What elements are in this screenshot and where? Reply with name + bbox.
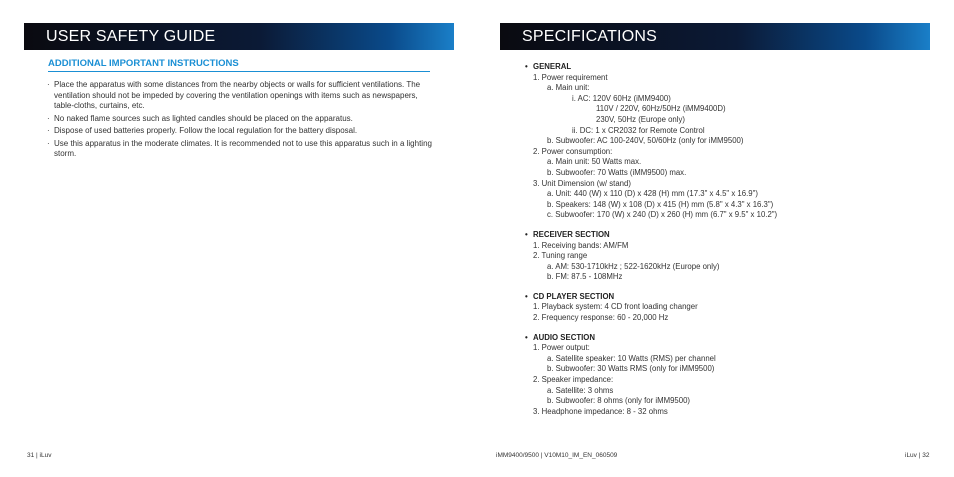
spec-line: a. AM: 530-1710kHz ; 522-1620kHz (Europe only) [547, 261, 720, 271]
spec-title-text: GENERAL [533, 62, 572, 71]
spec-line: b. Speakers: 148 (W) x 108 (D) x 415 (H) mm (5.8" x 4.3" x 16.3") [547, 199, 774, 209]
bullet-marker: • [525, 229, 528, 239]
spec-group-cd-player [525, 292, 925, 324]
footer-page-number-right: iLuv | 32 [905, 452, 930, 459]
page-banner-specifications [500, 23, 930, 50]
section-heading-additional-instructions: ADDITIONAL IMPORTANT INSTRUCTIONS [48, 58, 430, 72]
spec-title-text: CD PLAYER SECTION [533, 291, 615, 301]
spec-group-receiver [525, 230, 925, 283]
spec-line: a. Main unit: 50 Watts max. [547, 157, 642, 167]
list-item [48, 80, 432, 112]
spec-line: 230V, 50Hz (Europe only) [596, 114, 685, 124]
list-item-text: Use this apparatus in the moderate climates. It is recommended not to use this apparatus such in a lighting storm. [54, 138, 432, 158]
spec-group-general [525, 62, 925, 221]
bullet-marker: • [525, 62, 528, 71]
list-item-text: Place the apparatus with some distances from the nearby objects or walls for sufficient ventilations. The ventilation should not be impeded by covering the ventilation openings with items such as newspapers, table-cloths, curtains, etc. [54, 80, 421, 110]
list-item [48, 139, 432, 160]
spec-title-text: AUDIO SECTION [533, 332, 595, 342]
spec-line: b. Subwoofer: AC 100-240V, 50/60Hz (only for iMM9500) [547, 136, 744, 146]
spec-line: 3. Headphone impedance: 8 - 32 ohms [533, 406, 668, 416]
footer-page-number-left: 31 | iLuv [27, 452, 52, 459]
banner-title: USER SAFETY GUIDE [46, 28, 216, 45]
spec-line: a. Main unit: [547, 83, 590, 93]
bullet-marker: · [47, 126, 50, 135]
spec-title [525, 62, 925, 73]
spec-line: a. Satellite: 3 ohms [547, 385, 614, 395]
list-item-text: Dispose of used batteries properly. Follow the local regulation for the battery disposal. [54, 126, 358, 135]
safety-instructions-list [48, 80, 432, 162]
spec-title [525, 333, 925, 344]
spec-line: 2. Tuning range [533, 251, 588, 261]
spec-line: 1. Receiving bands: AM/FM [533, 240, 629, 250]
spec-line: b. FM: 87.5 - 108MHz [547, 272, 623, 282]
spec-line: a. Unit: 440 (W) x 110 (D) x 428 (H) mm (17.3" x 4.5" x 16.9") [547, 189, 758, 199]
spec-line: b. Subwoofer: 30 Watts RMS (only for iMM9500) [547, 364, 715, 374]
bullet-marker: • [525, 332, 528, 342]
spec-line: b. Subwoofer: 70 Watts (iMM9500) max. [547, 167, 687, 177]
list-item-text: No naked flame sources such as lighted candles should be placed on the apparatus. [54, 113, 353, 123]
spec-line: 2. Frequency response: 60 - 20,000 Hz [533, 313, 669, 323]
spec-group-audio [525, 333, 925, 418]
spec-line: i. AC: 120V 60Hz (iMM9400) [572, 93, 671, 103]
bullet-marker: · [47, 138, 50, 148]
spec-line: c. Subwoofer: 170 (W) x 240 (D) x 260 (H) mm (6.7" x 9.5" x 10.2") [547, 210, 778, 220]
spec-line: 2. Power consumption: [533, 146, 613, 156]
spec-line: a. Satellite speaker: 10 Watts (RMS) per channel [547, 353, 716, 363]
spec-line: 110V / 220V, 60Hz/50Hz (iMM9400D) [596, 104, 726, 114]
spec-line: 1. Power requirement [533, 72, 608, 82]
spec-line: 1. Power output: [533, 343, 590, 353]
spec-title-text: RECEIVER SECTION [533, 229, 610, 239]
spec-line: ii. DC: 1 x CR2032 for Remote Control [572, 125, 705, 135]
bullet-marker: · [47, 80, 50, 89]
banner-title: SPECIFICATIONS [522, 28, 657, 45]
spec-line: 1. Playback system: 4 CD front loading changer [533, 302, 698, 312]
list-item [48, 126, 432, 137]
spec-title [525, 292, 925, 303]
spec-title [525, 230, 925, 241]
bullet-marker: · [47, 113, 50, 123]
bullet-marker: • [525, 291, 528, 301]
spec-line: 2. Speaker impedance: [533, 375, 614, 385]
spec-line: 3. Unit Dimension (w/ stand) [533, 178, 631, 188]
spec-line: b. Subwoofer: 8 ohms (only for iMM9500) [547, 396, 691, 406]
list-item [48, 114, 432, 125]
footer-document-code: iMM9400/9500 | V10M10_IM_EN_060509 [496, 452, 618, 459]
specifications-list [525, 62, 925, 426]
page-banner-user-safety-guide [24, 23, 454, 50]
